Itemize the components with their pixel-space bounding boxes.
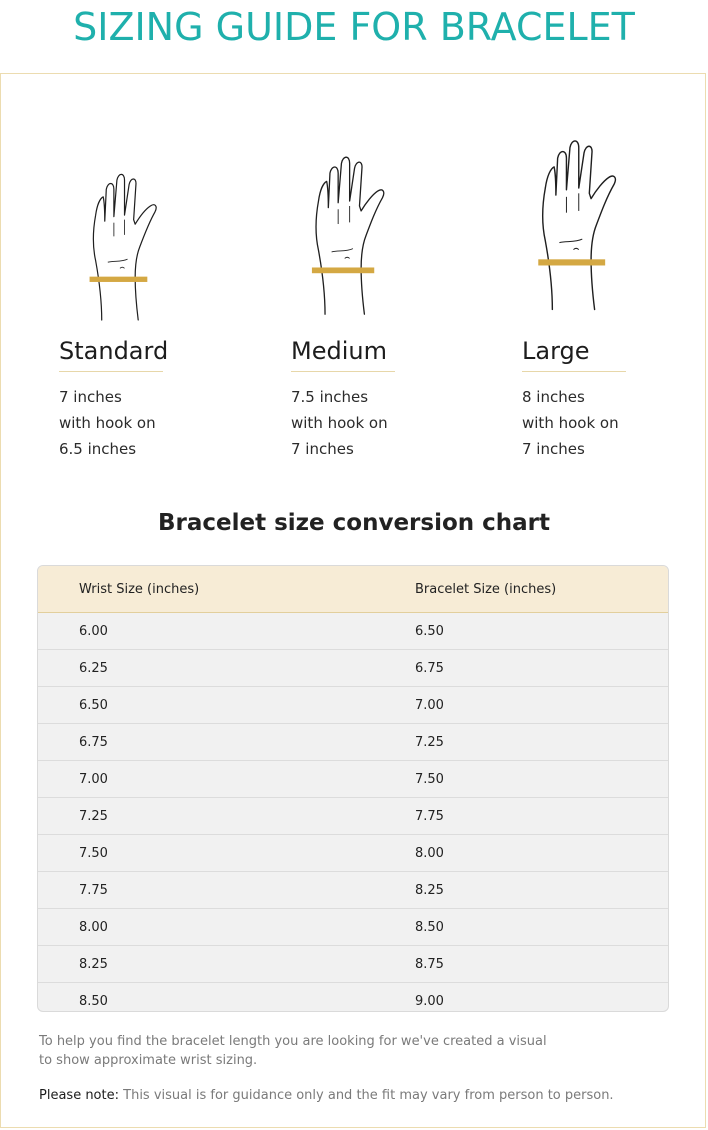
size-divider: [522, 371, 626, 372]
bracelet-size-cell: 8.00: [415, 845, 444, 861]
table-row: [38, 798, 668, 835]
header-bracelet-size: Bracelet Size (inches): [415, 581, 557, 597]
table-row: [38, 835, 668, 872]
size-length: 8 inches: [522, 388, 585, 406]
bracelet-size-cell: 7.75: [415, 808, 444, 824]
size-length: 7 inches: [59, 388, 122, 406]
bracelet-size-cell: 7.25: [415, 734, 444, 750]
conversion-table: [37, 565, 669, 1012]
wrist-size-cell: 8.00: [79, 919, 108, 935]
size-hook-label: with hook on: [291, 414, 388, 432]
size-length: 7.5 inches: [291, 388, 369, 406]
table-row: [38, 613, 668, 650]
wrist-size-cell: 6.00: [79, 623, 108, 639]
wrist-size-cell: 7.00: [79, 771, 108, 787]
table-row: [38, 761, 668, 798]
wrist-size-cell: 8.25: [79, 956, 108, 972]
size-divider: [59, 371, 163, 372]
size-hook-label: with hook on: [59, 414, 156, 432]
size-hook-label: with hook on: [522, 414, 619, 432]
bracelet-band-standard: [90, 277, 148, 282]
bracelet-band-large: [538, 259, 605, 265]
table-row: [38, 946, 668, 983]
wrist-size-cell: 6.75: [79, 734, 108, 750]
bracelet-size-cell: 7.00: [415, 697, 444, 713]
size-hook-length: 6.5 inches: [59, 440, 137, 458]
size-medium: [291, 336, 481, 462]
table-row: [38, 872, 668, 909]
hand-medium-illustration: [307, 143, 389, 328]
bracelet-size-cell: 8.75: [415, 956, 444, 972]
wrist-size-cell: 7.75: [79, 882, 108, 898]
hand-large-illustration: [533, 120, 621, 330]
size-hook-length: 7 inches: [291, 440, 354, 458]
page-title: SIZING GUIDE FOR BRACELET: [73, 5, 635, 49]
bracelet-size-cell: 7.50: [415, 771, 444, 787]
wrist-size-cell: 6.50: [79, 697, 108, 713]
header-wrist-size: Wrist Size (inches): [79, 581, 200, 597]
bracelet-size-cell: 9.00: [415, 993, 444, 1009]
size-large: [522, 336, 708, 462]
bracelet-size-cell: 6.50: [415, 623, 444, 639]
footer-intro-text: To help you find the bracelet length you are looking for we've created a visual to show approximate wrist sizing.: [39, 1034, 547, 1068]
bracelet-size-cell: 6.75: [415, 660, 444, 676]
bracelet-size-cell: 8.50: [415, 919, 444, 935]
size-name: Large: [522, 337, 590, 365]
table-row: [38, 724, 668, 761]
note-text: This visual is for guidance only and the fit may vary from person to person.: [119, 1088, 614, 1103]
size-name: Standard: [59, 337, 169, 365]
table-row: [38, 687, 668, 724]
size-name: Medium: [291, 337, 387, 365]
size-standard: [59, 336, 249, 462]
footer-note: [39, 1086, 679, 1105]
wrist-size-cell: 6.25: [79, 660, 108, 676]
wrist-size-cell: 8.50: [79, 993, 108, 1009]
table-row: [38, 983, 668, 1012]
bracelet-band-medium: [312, 267, 374, 273]
bracelet-size-cell: 8.25: [415, 882, 444, 898]
sizing-panel: [0, 73, 706, 1128]
hand-standard-illustration: [85, 166, 161, 328]
chart-title: Bracelet size conversion chart: [157, 510, 551, 536]
table-header: [38, 566, 668, 613]
size-hook-length: 7 inches: [522, 440, 585, 458]
note-label: Please note:: [39, 1088, 119, 1103]
wrist-size-cell: 7.25: [79, 808, 108, 824]
size-divider: [291, 371, 395, 372]
wrist-size-cell: 7.50: [79, 845, 108, 861]
table-row: [38, 909, 668, 946]
table-row: [38, 650, 668, 687]
